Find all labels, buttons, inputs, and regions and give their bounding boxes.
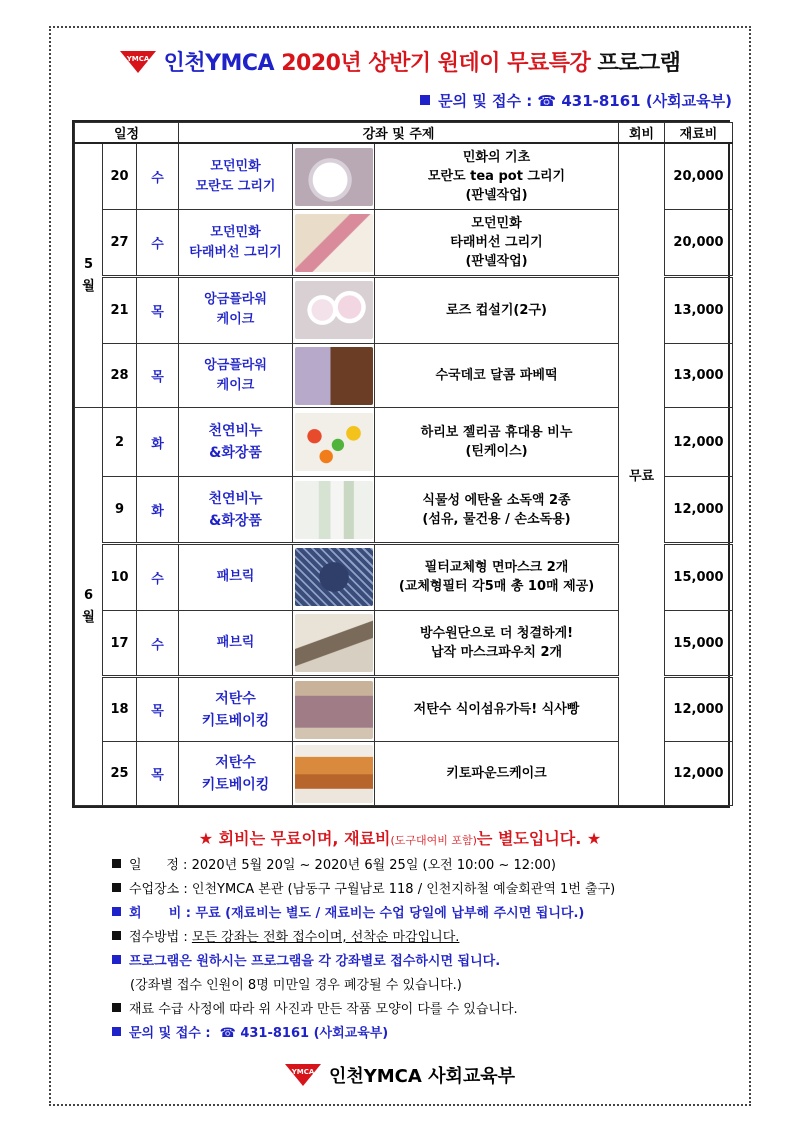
info-closing-note: (강좌별 접수 인원이 8명 미만일 경우 폐강될 수 있습니다.)	[130, 978, 462, 993]
pouch-photo	[295, 614, 373, 672]
topic-cell: 식물성 에탄올 소독액 2종 (섬유, 물건용 / 손소독용)	[375, 477, 619, 544]
rose-cake-photo	[295, 281, 373, 339]
day-cell: 28	[103, 343, 137, 408]
footer-text: 인천YMCA 사회교육부	[328, 1066, 516, 1087]
info-fee: 회 비 : 무료 (재료비는 별도 / 재료비는 수업 당일에 납부해 주시면 됩니다.)	[112, 903, 752, 927]
pound-cake-photo	[295, 745, 373, 803]
header-price: 재료비	[665, 123, 733, 144]
topic-cell: 키토파운드케이크	[375, 742, 619, 806]
course-cell: 모던민화 타래버선 그리기	[179, 210, 293, 277]
day-cell: 21	[103, 277, 137, 344]
weekday-cell: 목	[137, 343, 179, 408]
day-cell: 17	[103, 610, 137, 677]
header-fee: 회비	[619, 123, 665, 144]
course-cell: 천연비누 &화장품	[179, 477, 293, 544]
price-cell: 12,000	[665, 408, 733, 477]
photo-cell	[293, 543, 375, 610]
fee-notice: ★ 회비는 무료이며, 재료비(도구대여비 포함)는 별도입니다. ★	[198, 829, 602, 848]
topic-cell: 저탄수 식이섬유가득! 식사빵	[375, 677, 619, 742]
teapot-photo	[295, 148, 373, 206]
course-cell: 천연비누 &화장품	[179, 408, 293, 477]
weekday-cell: 수	[137, 143, 179, 210]
weekday-cell: 화	[137, 408, 179, 477]
photo-cell	[293, 742, 375, 806]
price-cell: 12,000	[665, 477, 733, 544]
page-header	[0, 46, 800, 77]
price-cell: 20,000	[665, 143, 733, 210]
topic-cell: 로즈 컵설기(2구)	[375, 277, 619, 344]
weekday-cell: 목	[137, 677, 179, 742]
sanitizer-photo	[295, 481, 373, 539]
ymca-logo	[120, 51, 156, 73]
price-cell: 12,000	[665, 677, 733, 742]
schedule-table	[72, 120, 730, 808]
course-cell: 패브릭	[179, 543, 293, 610]
price-cell: 13,000	[665, 277, 733, 344]
photo-cell	[293, 143, 375, 210]
day-cell: 25	[103, 742, 137, 806]
price-cell: 13,000	[665, 343, 733, 408]
course-cell: 모던민화 모란도 그리기	[179, 143, 293, 210]
day-cell: 10	[103, 543, 137, 610]
photo-cell	[293, 343, 375, 408]
table-row	[75, 143, 733, 210]
header-course: 강좌 및 주제	[179, 123, 619, 144]
course-cell: 저탄수 키토베이킹	[179, 677, 293, 742]
course-cell: 저탄수 키토베이킹	[179, 742, 293, 806]
photo-cell	[293, 477, 375, 544]
ymca-logo-footer	[285, 1064, 321, 1086]
page-footer	[0, 1062, 800, 1090]
photo-cell	[293, 408, 375, 477]
info-section	[112, 855, 752, 1047]
topic-cell: 하리보 젤리곰 휴대용 비누 (틴케이스)	[375, 408, 619, 477]
page-title: 인천YMCA 2020년 상반기 원데이 무료특강 프로그램	[163, 51, 681, 76]
photo-cell	[293, 677, 375, 742]
svg-text:YMCA: YMCA	[126, 54, 149, 63]
course-cell: 앙금플라워 케이크	[179, 277, 293, 344]
month-cell: 5 월	[75, 143, 103, 408]
price-cell: 15,000	[665, 543, 733, 610]
photo-cell	[293, 610, 375, 677]
photo-cell	[293, 277, 375, 344]
info-contact: 문의 및 접수 : ☎ 431-8161 (사회교육부)	[112, 1023, 752, 1047]
topic-cell: 방수원단으로 더 청결하게! 납작 마스크파우치 2개	[375, 610, 619, 677]
day-cell: 9	[103, 477, 137, 544]
weekday-cell: 수	[137, 210, 179, 277]
contact-info-top: 문의 및 접수 : ☎ 431-8161 (사회교육부)	[420, 90, 732, 111]
weekday-cell: 수	[137, 610, 179, 677]
course-cell: 패브릭	[179, 610, 293, 677]
info-material-note: 재료 수급 사정에 따라 위 사진과 만든 작품 모양이 다를 수 있습니다.	[112, 999, 752, 1023]
day-cell: 18	[103, 677, 137, 742]
svg-text:YMCA: YMCA	[291, 1068, 315, 1076]
gummy-soap-photo	[295, 413, 373, 471]
info-method: 접수방법 : 모든 강좌는 전화 접수이며, 선착순 마감입니다.	[112, 927, 752, 951]
month-cell: 6 월	[75, 408, 103, 806]
info-place: 수업장소 : 인천YMCA 본관 (남동구 구월남로 118 / 인천지하철 예술회관역 1번 출구)	[112, 879, 752, 903]
topic-cell: 민화의 기초 모란도 tea pot 그리기 (판넬작업)	[375, 143, 619, 210]
topic-cell: 모던민화 타래버선 그리기 (판넬작업)	[375, 210, 619, 277]
weekday-cell: 목	[137, 742, 179, 806]
topic-cell: 수국데코 달콤 파베떡	[375, 343, 619, 408]
price-cell: 20,000	[665, 210, 733, 277]
day-cell: 20	[103, 143, 137, 210]
day-cell: 27	[103, 210, 137, 277]
course-cell: 앙금플라워 케이크	[179, 343, 293, 408]
bread-photo	[295, 681, 373, 739]
day-cell: 2	[103, 408, 137, 477]
socks-painting-photo	[295, 214, 373, 272]
info-program-note: 프로그램은 원하시는 프로그램을 각 강좌별로 접수하시면 됩니다.	[112, 951, 752, 975]
weekday-cell: 수	[137, 543, 179, 610]
price-cell: 12,000	[665, 742, 733, 806]
photo-cell	[293, 210, 375, 277]
price-cell: 15,000	[665, 610, 733, 677]
info-schedule: 일 정 : 2020년 5월 20일 ~ 2020년 6월 25일 (오전 10:00 ~ 12:00)	[112, 855, 752, 879]
fee-cell: 무료	[619, 143, 665, 806]
hydrangea-cake-photo	[295, 347, 373, 405]
weekday-cell: 목	[137, 277, 179, 344]
header-schedule: 일정	[75, 123, 179, 144]
mask-photo	[295, 548, 373, 606]
topic-cell: 필터교체형 면마스크 2개 (교체형필터 각5매 총 10매 제공)	[375, 543, 619, 610]
weekday-cell: 화	[137, 477, 179, 544]
